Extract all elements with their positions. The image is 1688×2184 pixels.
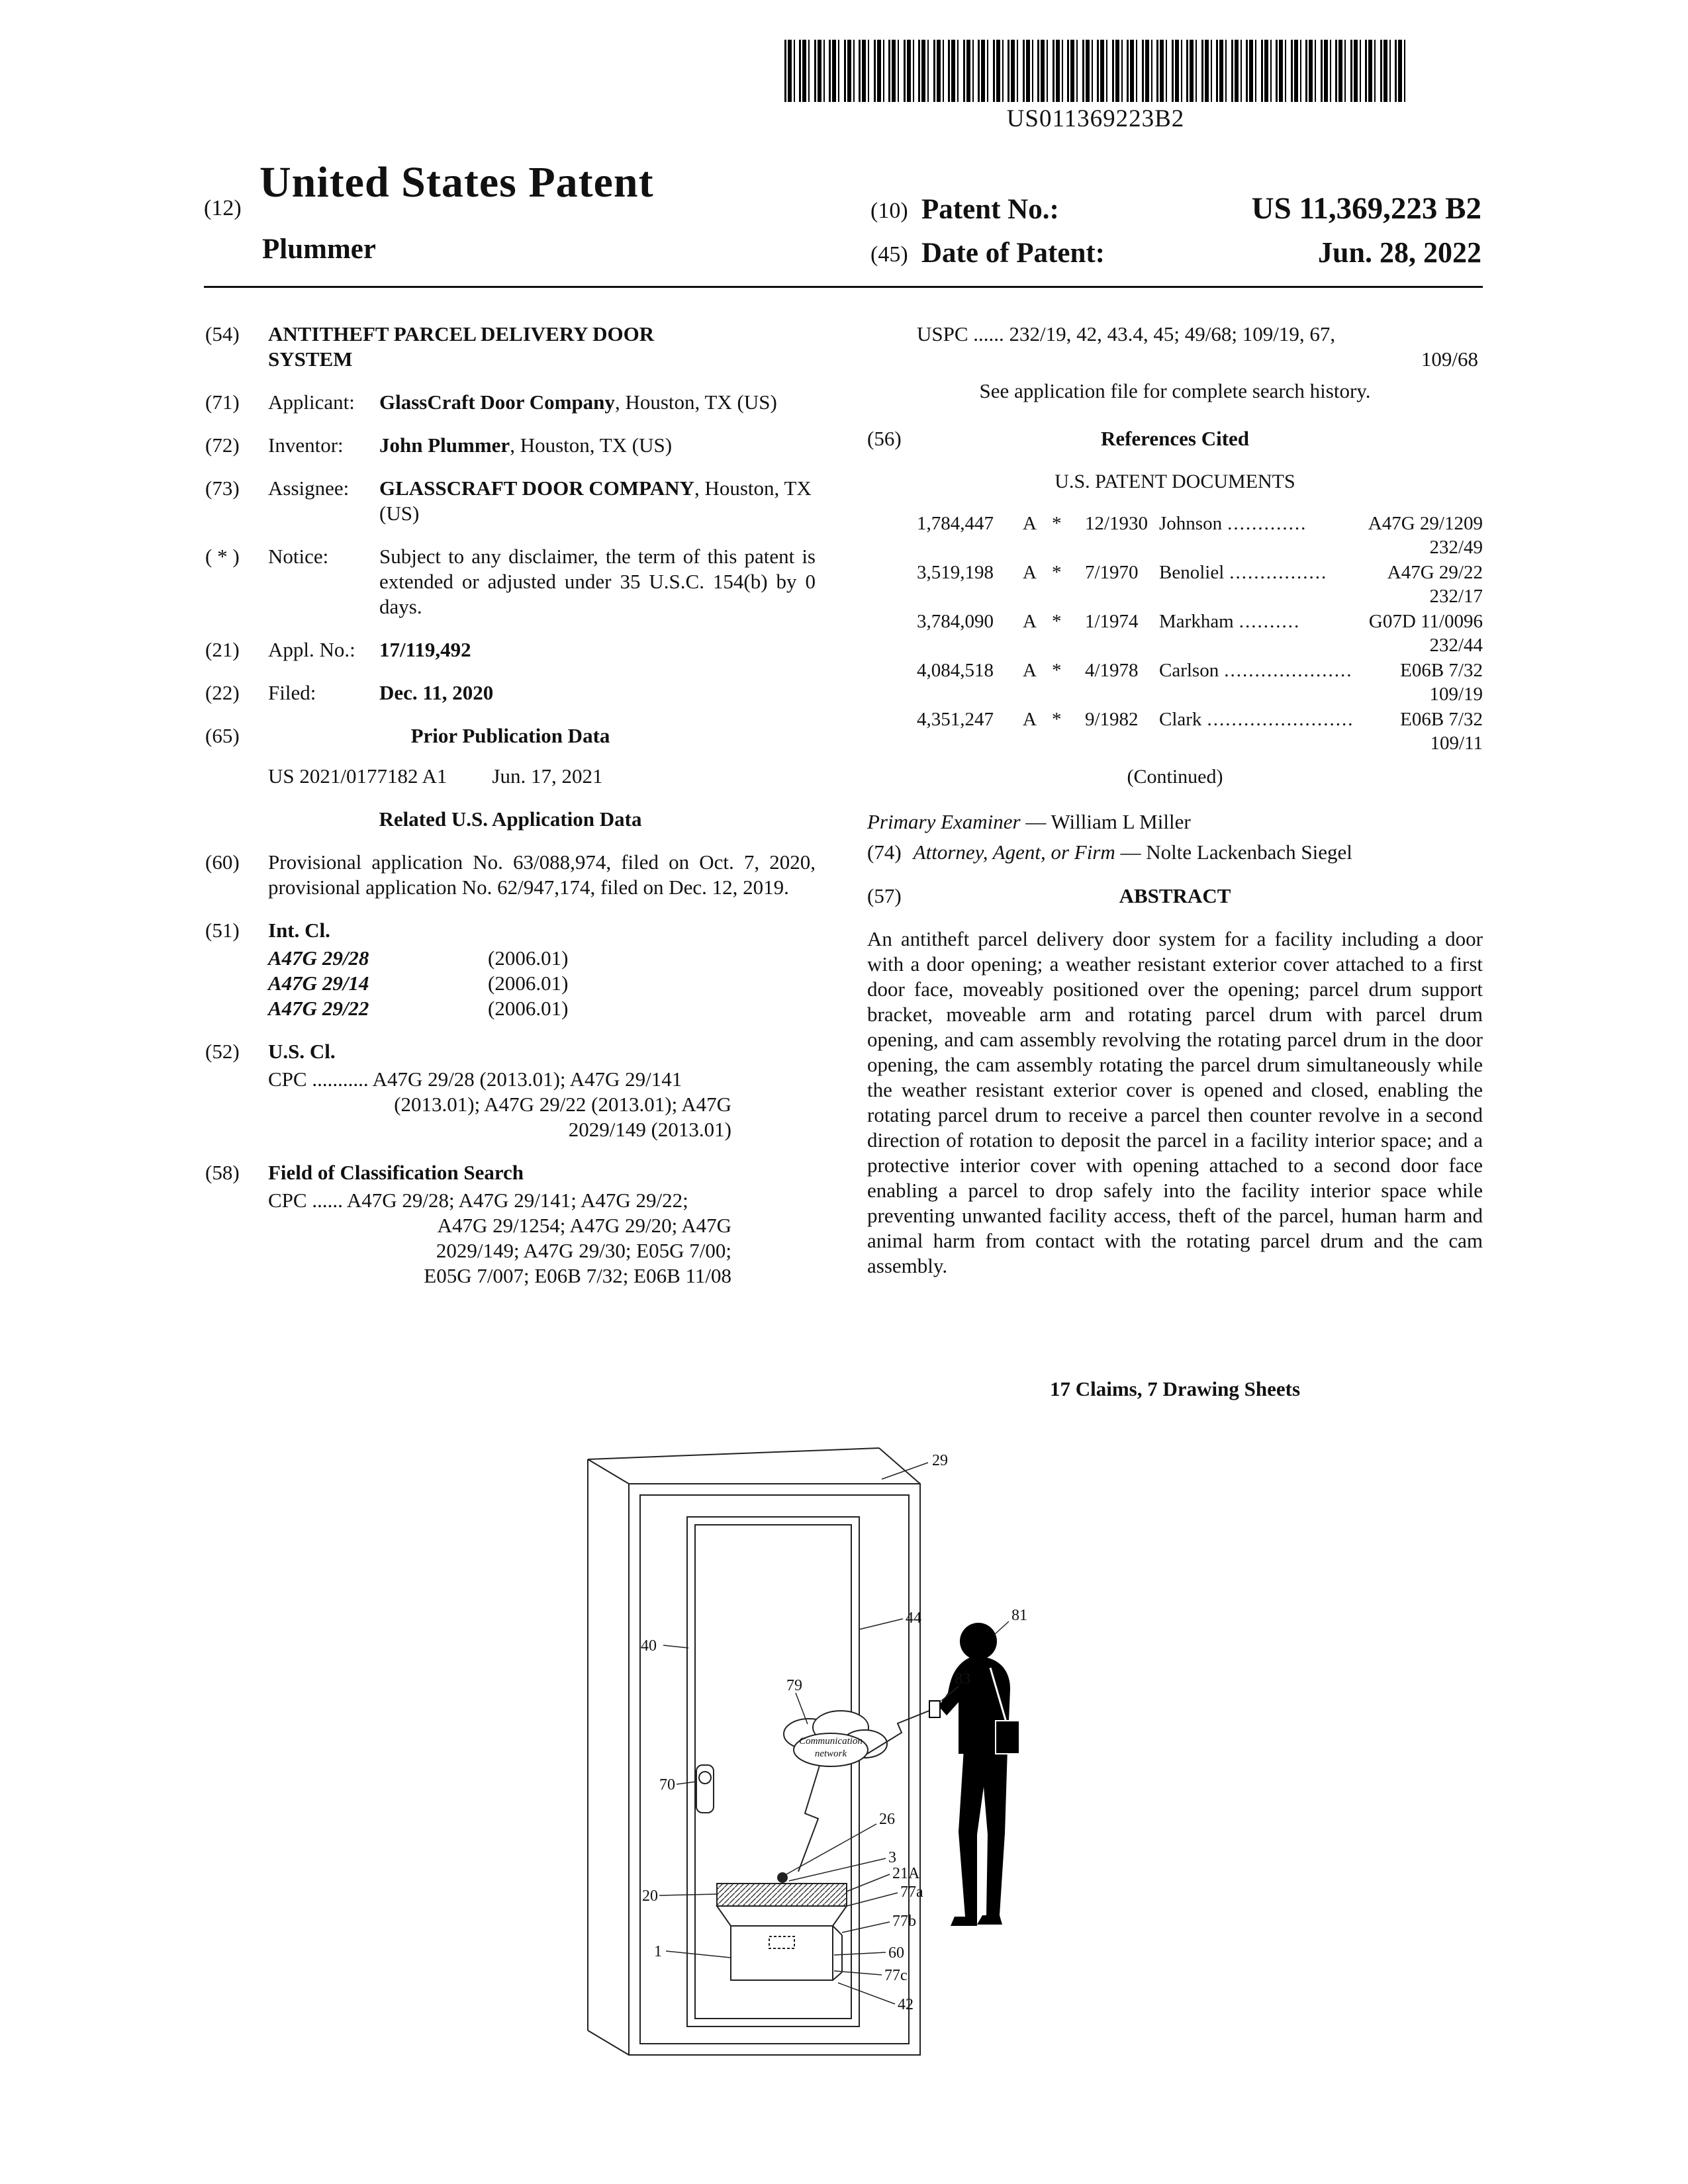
cpc-line: CPC ........... A47G 29/28 (2013.01); A47G 29/141 [268, 1068, 682, 1091]
int-cl-version: (2006.01) [488, 972, 569, 995]
date-of-patent: Jun. 28, 2022 [1318, 236, 1481, 269]
ref-numeral-26: 26 [879, 1811, 895, 1828]
ref-kind: A [1023, 611, 1037, 632]
cloud-label-line1: Communication [799, 1736, 863, 1747]
primary-examiner-name: — William L Miller [1020, 810, 1191, 833]
ref-kind: A [1023, 660, 1037, 681]
provisional-text: Provisional application No. 63/088,974, filed on Oct. 7, 2020, provisional application No. 62/947,174, filed on Dec. 12, 2019. [268, 850, 816, 899]
int-cl-class: A47G 29/28 [268, 946, 369, 970]
field-21-appl-no [205, 637, 816, 662]
ref-numeral-40: 40 [641, 1637, 657, 1655]
filed-date: Dec. 11, 2020 [379, 681, 494, 704]
door-lock-graphic [696, 1765, 714, 1813]
person-silhouette-graphic [939, 1623, 1010, 1926]
figure-drawing [576, 1443, 1092, 2091]
invention-title: ANTITHEFT PARCEL DELIVERY DOOR SYSTEM [268, 322, 655, 371]
reference-row [917, 512, 1483, 559]
prior-publication-entry [268, 764, 816, 789]
inid-56: (56) [867, 427, 902, 450]
field-73-assignee [205, 476, 816, 526]
abstract-heading: ABSTRACT [1119, 884, 1231, 907]
ref-class-2: 232/17 [1429, 586, 1483, 607]
inid-74: (74) [867, 841, 902, 864]
ref-patent-number: 3,519,198 [917, 562, 994, 583]
cpc-line: (2013.01); A47G 29/22 (2013.01); A47G [394, 1093, 731, 1116]
ref-name: Benoliel [1159, 562, 1225, 583]
inid-60: (60) [205, 850, 240, 874]
ref-leader-dots: .......... [1239, 611, 1301, 632]
ref-numeral-77a: 77a [900, 1884, 923, 1901]
ref-star: * [1052, 611, 1062, 632]
inid-45: (45) [870, 242, 908, 267]
field-60-provisional [205, 850, 816, 900]
left-column [205, 322, 816, 1306]
ref-class-2: 232/44 [1429, 635, 1483, 656]
inid-12: (12) [204, 196, 242, 220]
ref-numeral-44: 44 [906, 1610, 921, 1627]
cpc-line: E05G 7/007; E06B 7/32; E06B 11/08 [424, 1264, 731, 1287]
inventor-location: , Houston, TX (US) [510, 433, 673, 457]
ref-leader-dots: ............. [1227, 513, 1307, 534]
inventor-value [379, 433, 816, 458]
inventor-name: John Plummer [379, 433, 510, 457]
ref-star: * [1052, 513, 1062, 534]
ref-patent-number: 1,784,447 [917, 513, 994, 534]
inid-58: (58) [205, 1161, 240, 1184]
patent-figure-svg [576, 1443, 1092, 2091]
reference-row [917, 707, 1483, 755]
int-cl-heading: Int. Cl. [268, 919, 330, 942]
ref-leader-dots: ..................... [1224, 660, 1353, 681]
document-title: United States Patent [259, 158, 654, 206]
field-56-references [867, 426, 1483, 451]
related-data-heading: Related U.S. Application Data [379, 807, 642, 831]
inid-73: (73) [205, 477, 240, 500]
publication-number: US 2021/0177182 A1 [268, 764, 447, 788]
inid-star: ( * ) [205, 545, 240, 568]
int-cl-class: A47G 29/22 [268, 997, 369, 1020]
field-notice [205, 544, 816, 619]
applicant-name: GlassCraft Door Company [379, 390, 615, 414]
ref-kind: A [1023, 513, 1037, 534]
notice-text: Subject to any disclaimer, the term of this patent is extended or adjusted under 35 U.S.C. 154(b) by 0 days. [379, 545, 816, 618]
inid-51: (51) [205, 919, 240, 942]
references-continued: (Continued) [1127, 766, 1223, 788]
barcode-number: US011369223B2 [1006, 105, 1185, 132]
ref-class: A47G 29/22 [1387, 562, 1483, 583]
ref-numeral-60: 60 [888, 1944, 904, 1962]
ref-name: Markham [1159, 611, 1234, 632]
ref-numeral-81: 81 [1011, 1607, 1027, 1624]
ref-class-2: 232/49 [1429, 537, 1483, 558]
ref-class: E06B 7/32 [1400, 709, 1483, 730]
assignee-location: , Houston, TX (US) [379, 477, 812, 525]
cpc-line: CPC ...... A47G 29/28; A47G 29/141; A47G 29/22; [268, 1189, 688, 1212]
uspc-line: USPC ...... 232/19, 42, 43.4, 45; 49/68; 109/19, 67, [917, 322, 1336, 345]
cpc-line: 2029/149; A47G 29/30; E05G 7/00; [436, 1239, 731, 1262]
us-patent-documents-heading: U.S. PATENT DOCUMENTS [1055, 471, 1295, 492]
cloud-label-line2: network [814, 1749, 847, 1759]
parcel-drum-graphic [717, 1873, 847, 1980]
notice-label: Notice: [268, 545, 329, 568]
ref-star: * [1052, 709, 1062, 730]
field-52-us-cl [205, 1039, 816, 1064]
ref-leader-dots: ................ [1229, 562, 1328, 583]
ref-numeral-79: 79 [786, 1677, 802, 1694]
uspc-block [917, 322, 1478, 372]
assignee-label: Assignee: [268, 477, 350, 500]
inid-10: (10) [870, 199, 908, 223]
ref-class-2: 109/11 [1430, 733, 1483, 754]
ref-numeral-77c: 77c [884, 1967, 908, 1984]
field-57-abstract [867, 884, 1483, 909]
cpc-line: 2029/149 (2013.01) [568, 1118, 731, 1141]
attorney-label: Attorney, Agent, or Firm [913, 841, 1115, 864]
ref-star: * [1052, 660, 1062, 681]
ref-numeral-21A: 21A [892, 1865, 920, 1882]
ref-numeral-3: 3 [888, 1849, 896, 1866]
int-cl-class: A47G 29/14 [268, 972, 369, 995]
inventor-surname: Plummer [262, 234, 376, 265]
cpc-line: A47G 29/1254; A47G 29/20; A47G [437, 1214, 731, 1237]
ref-leader-dots: ........................ [1207, 709, 1354, 730]
inid-21: (21) [205, 638, 240, 661]
ref-name: Clark [1159, 709, 1202, 730]
int-cl-version: (2006.01) [488, 997, 569, 1020]
field-51-int-cl [205, 918, 816, 943]
ref-class-2: 109/19 [1429, 684, 1483, 705]
ref-numeral-20: 20 [642, 1888, 658, 1905]
ref-date: 1/1974 [1085, 611, 1139, 632]
attorney-name: — Nolte Lackenbach Siegel [1115, 841, 1352, 864]
inid-65: (65) [205, 724, 240, 747]
field-71-applicant [205, 390, 816, 415]
patent-no-label: Patent No.: [921, 194, 1059, 225]
search-cpc-block [268, 1188, 731, 1289]
reference-row [917, 610, 1483, 657]
ref-date: 12/1930 [1085, 513, 1149, 534]
ref-name: Johnson [1159, 513, 1223, 534]
inid-52: (52) [205, 1040, 240, 1063]
claims-sheets-line: 17 Claims, 7 Drawing Sheets [1049, 1377, 1301, 1400]
references-heading: References Cited [1100, 427, 1250, 450]
field-22-filed [205, 680, 816, 705]
reference-row [917, 561, 1483, 608]
applicant-label: Applicant: [268, 390, 355, 414]
ref-patent-number: 4,351,247 [917, 709, 994, 730]
ref-name: Carlson [1159, 660, 1219, 681]
abstract-text: An antitheft parcel delivery door system for a facility including a door with a door opening; a weather resistant exterior cover attached to a first door face, moveably positioned over the opening; parcel drum support bracket, moveable arm and rotating parcel drum with parcel drum opening, and cam assembly revolving the rotating parcel drum in the door opening, the cam assembly rotating the parcel drum simultaneously while the weather resistant exterior cover is opened and closed, enabling the rotating parcel drum to receive a parcel then counter revolve in a second direction of rotation to deposit the parcel in a facility interior space; and a protective interior cover with opening attached to a second door face enabling a parcel to drop safely into the facility interior space while preventing unwanted facility access, theft of the parcel, human harm and animal harm from contact with the rotating parcel drum and the cam assembly. [867, 927, 1483, 1277]
field-72-inventor [205, 433, 816, 458]
uspc-line: 109/68 [1421, 347, 1478, 371]
attorney-line [867, 840, 1483, 865]
appl-no-value: 17/119,492 [379, 638, 471, 661]
ref-numeral-70: 70 [659, 1776, 675, 1794]
publication-date: Jun. 17, 2021 [492, 764, 603, 788]
ref-date: 4/1978 [1085, 660, 1139, 681]
field-54-title [205, 322, 816, 372]
ref-numeral-29: 29 [932, 1452, 948, 1469]
search-history-note: See application file for complete search history. [979, 379, 1371, 402]
int-cl-entry [268, 996, 816, 1021]
inid-22: (22) [205, 681, 240, 704]
reference-row [917, 659, 1483, 706]
ref-patent-number: 4,084,518 [917, 660, 994, 681]
ref-kind: A [1023, 562, 1037, 583]
field-65-prior-publication [205, 723, 816, 749]
patent-number: US 11,369,223 B2 [1251, 191, 1481, 226]
ref-class: A47G 29/1209 [1368, 513, 1483, 534]
phone-graphic [929, 1701, 940, 1717]
inid-54: (54) [205, 322, 240, 345]
inventor-label: Inventor: [268, 433, 344, 457]
primary-examiner-line [867, 809, 1483, 835]
int-cl-list [205, 946, 816, 1021]
ref-date: 7/1970 [1085, 562, 1139, 583]
barcode [784, 40, 1407, 102]
inid-72: (72) [205, 433, 240, 457]
ref-date: 9/1982 [1085, 709, 1139, 730]
right-column [867, 322, 1483, 1402]
ref-class: G07D 11/0096 [1368, 611, 1483, 632]
field-58-search [205, 1160, 816, 1185]
assignee-name: GLASSCRAFT DOOR COMPANY [379, 477, 694, 500]
us-cl-cpc-block [268, 1067, 731, 1142]
inid-57: (57) [867, 884, 902, 907]
inid-71: (71) [205, 390, 240, 414]
date-of-patent-label: Date of Patent: [921, 238, 1105, 269]
header-rule [204, 286, 1483, 288]
int-cl-entry [268, 971, 816, 996]
assignee-value [379, 476, 816, 526]
ref-numeral-83: 83 [955, 1670, 970, 1688]
int-cl-version: (2006.01) [488, 946, 569, 970]
ref-kind: A [1023, 709, 1037, 730]
ref-numeral-77b: 77b [892, 1913, 916, 1930]
int-cl-entry [268, 946, 816, 971]
applicant-location: , Houston, TX (US) [614, 390, 777, 414]
applicant-value [379, 390, 816, 415]
filed-label: Filed: [268, 681, 316, 704]
ref-patent-number: 3,784,090 [917, 611, 994, 632]
appl-no-label: Appl. No.: [268, 638, 355, 661]
search-heading: Field of Classification Search [268, 1161, 524, 1184]
references-table [867, 512, 1483, 755]
ref-class: E06B 7/32 [1400, 660, 1483, 681]
prior-publication-heading: Prior Publication Data [410, 724, 610, 747]
ref-star: * [1052, 562, 1062, 583]
ref-numeral-42: 42 [898, 1996, 914, 2013]
primary-examiner-label: Primary Examiner [867, 810, 1021, 833]
us-cl-heading: U.S. Cl. [268, 1040, 336, 1063]
ref-numeral-1: 1 [654, 1943, 662, 1960]
